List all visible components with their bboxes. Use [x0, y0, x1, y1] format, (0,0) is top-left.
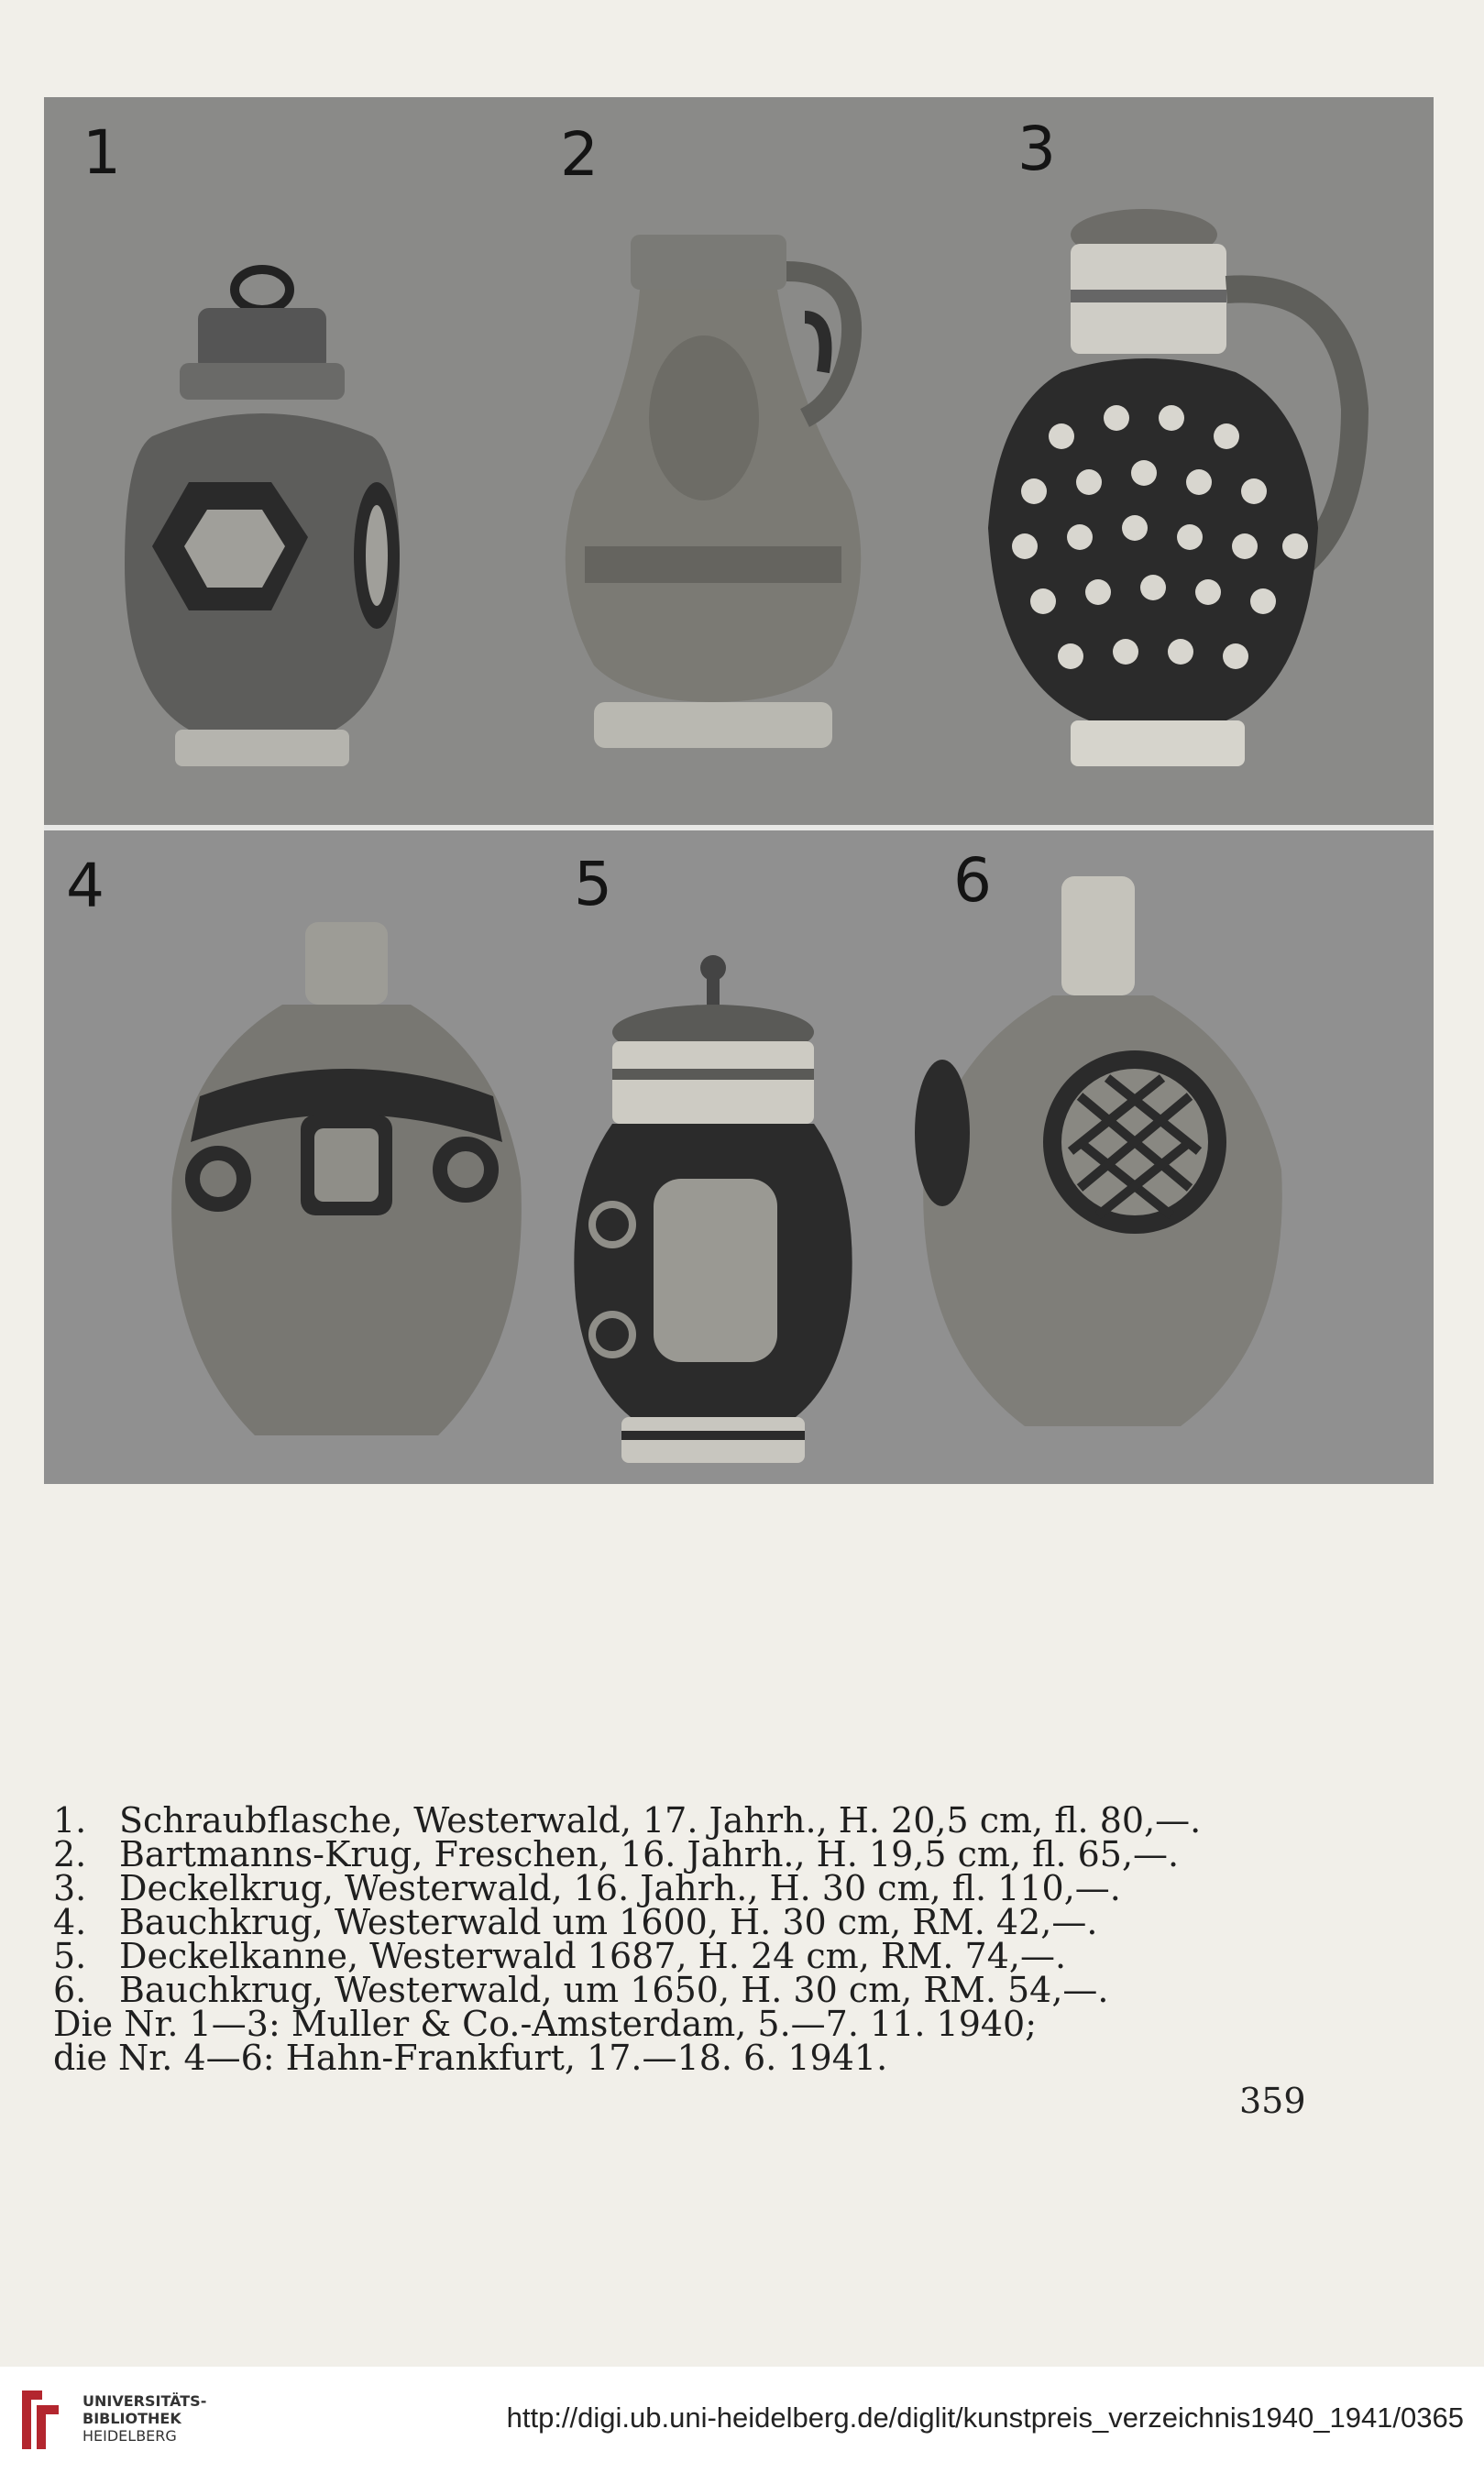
caption-number: 5.	[53, 1936, 87, 1976]
vessel-3-image	[961, 134, 1401, 794]
caption-text: Deckelkrug, Westerwald, 16. Jahrh., H. 30 cm, fl. 110,—.	[119, 1868, 1121, 1908]
caption-4	[53, 1902, 1336, 1942]
library-name	[82, 2392, 206, 2445]
library-name-line-1: UNIVERSITÄTS-	[82, 2392, 207, 2410]
page-number: 359	[1239, 2081, 1306, 2121]
figure-number-5: 5	[574, 849, 612, 919]
caption-number: 1.	[53, 1800, 87, 1841]
source-url-link[interactable]: http://digi.ub.uni-heidelberg.de/diglit/kunstpreis_verzeichnis1940_1941/0365	[506, 2402, 1464, 2434]
caption-number: 3.	[53, 1868, 87, 1908]
caption-number: 2.	[53, 1834, 87, 1874]
caption-number: 4.	[53, 1902, 87, 1942]
caption-1	[53, 1800, 1336, 1841]
photo-plate	[44, 97, 1434, 1484]
figure-number-1: 1	[82, 117, 121, 188]
caption-6	[53, 1970, 1336, 2010]
caption-text: Bauchkrug, Westerwald, um 1650, H. 30 cm, RM. 54,—.	[119, 1970, 1109, 2010]
figure-number-4: 4	[66, 851, 104, 921]
figure-number-3: 3	[1017, 114, 1056, 184]
library-footer	[0, 2367, 1484, 2473]
caption-text: Deckelkanne, Westerwald 1687, H. 24 cm, RM. 74,—.	[119, 1936, 1067, 1976]
caption-text: Schraubflasche, Westerwald, 17. Jahrh., H. 20,5 cm, fl. 80,—.	[119, 1800, 1202, 1841]
provenance-note-2: die Nr. 4—6: Hahn-Frankfurt, 17.—18. 6. 1941.	[53, 2038, 888, 2078]
caption-2	[53, 1834, 1336, 1874]
caption-text: Bartmanns-Krug, Freschen, 16. Jahrh., H. 19,5 cm, fl. 65,—.	[119, 1834, 1180, 1874]
caption-3	[53, 1868, 1336, 1908]
library-name-line-3: HEIDELBERG	[82, 2427, 177, 2445]
vessel-6-image	[878, 867, 1336, 1472]
caption-5	[53, 1936, 1336, 1976]
vessel-4-image	[136, 904, 557, 1472]
caption-number: 6.	[53, 1970, 87, 2010]
vessel-2-image	[530, 216, 878, 785]
provenance-note-1: Die Nr. 1—3: Muller & Co.-Amsterdam, 5.—7. 11. 1940;	[53, 2004, 1038, 2044]
figure-number-2: 2	[560, 119, 599, 190]
figure-number-6: 6	[953, 845, 992, 916]
caption-text: Bauchkrug, Westerwald um 1600, H. 30 cm, RM. 42,—.	[119, 1902, 1098, 1942]
library-logo-icon	[15, 2387, 66, 2453]
vessel-1-image	[88, 180, 436, 785]
vessel-5-image	[557, 950, 869, 1481]
caption-block	[53, 1800, 1336, 2078]
library-name-line-2: BIBLIOTHEK	[82, 2410, 181, 2427]
